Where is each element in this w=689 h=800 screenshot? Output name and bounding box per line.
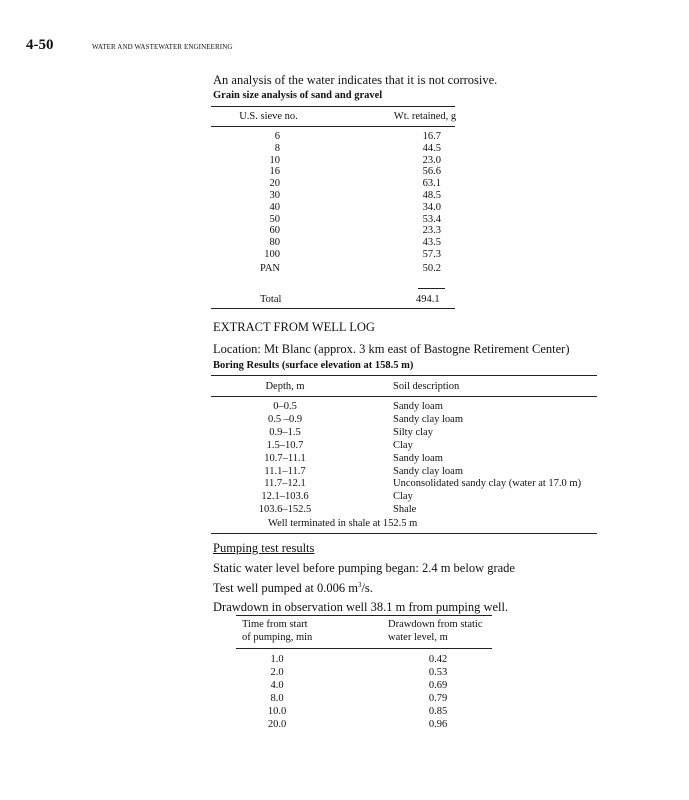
drawdown-level-cell: 0.42: [428, 654, 448, 665]
drawdown-level-cell: 0.69: [428, 680, 448, 691]
boring-soil-cell: Clay: [393, 439, 413, 451]
boring-depth-cell: 12.1–103.6: [261, 491, 309, 503]
boring-soil-cell: Sandy loam: [393, 401, 443, 412]
grain-total-value: 494.1: [416, 294, 440, 305]
boring-soil-cell: Clay: [393, 491, 413, 503]
grain-sieve-cell: 16: [269, 166, 280, 178]
well-log-heading: EXTRACT FROM WELL LOG: [213, 320, 375, 334]
boring-col-depth-header: Depth, m: [265, 381, 305, 392]
observation-text: Drawdown in observation well 38.1 m from pumping well.: [213, 600, 509, 614]
boring-soil-cell: Shale: [393, 504, 417, 516]
grain-sieve-cell: 60: [269, 225, 280, 237]
drawdown-level-cell: 0.85: [428, 706, 448, 717]
grain-col-sieve-header: U.S. sieve no.: [239, 111, 298, 122]
intro-text: An analysis of the water indicates that it is not corrosive.: [213, 73, 498, 87]
boring-depth-cell: 0.9–1.5: [269, 426, 301, 438]
boring-soil-cell: Sandy clay loam: [393, 413, 463, 425]
grain-weight-cell: 53.4: [422, 213, 441, 225]
grain-weight-cell: 23.0: [422, 154, 441, 166]
grain-sieve-cell: PAN: [259, 262, 280, 274]
boring-soil-cell: Silty clay: [393, 426, 433, 438]
boring-depth-cell: 0–0.5: [273, 401, 297, 412]
boring-table-header-rule: [211, 396, 597, 397]
page-number: 4-50: [26, 37, 54, 53]
boring-table-top-rule: [211, 375, 597, 376]
grain-weight-cell: 44.5: [422, 142, 441, 154]
grain-sieve-cell: 8: [274, 142, 280, 154]
drawdown-table-header-rule: [236, 648, 492, 649]
grain-sum-rule: [418, 288, 445, 289]
well-log-location: Location: Mt Blanc (approx. 3 km east of Bastogne Retirement Center): [213, 342, 570, 356]
grain-table-caption: Grain size analysis of sand and gravel: [213, 90, 383, 101]
drawdown-col-level-header-line1: Drawdown from static: [388, 619, 483, 630]
boring-depth-cell: 0.5 –0.9: [267, 413, 303, 425]
grain-sieve-cell: 80: [269, 237, 280, 249]
boring-depth-cell: 11.7–12.1: [264, 478, 306, 490]
boring-soil-cell: Sandy clay loam: [393, 465, 463, 477]
grain-sieve-cell: 30: [269, 190, 280, 201]
grain-table-bottom-rule: [211, 308, 455, 309]
grain-weight-cell: 23.3: [422, 225, 441, 237]
grain-col-weight-header: Wt. retained, g: [393, 111, 457, 122]
boring-depth-cell: 103.6–152.5: [258, 504, 312, 516]
boring-soil-cell: Unconsolidated sandy clay (water at 17.0 m): [393, 478, 582, 490]
running-title: WATER AND WASTEWATER ENGINEERING: [92, 43, 233, 51]
grain-table-top-rule: [211, 106, 455, 107]
grain-table-header-rule: [211, 126, 455, 127]
grain-weight-cell: 56.6: [422, 166, 441, 178]
pumping-heading: Pumping test results: [213, 541, 315, 555]
grain-sieve-cell: 10: [269, 154, 280, 166]
grain-sieve-cell: 20: [269, 178, 280, 190]
pump-rate-prefix: Test well pumped at 0.006 m: [213, 581, 358, 595]
grain-weight-cell: 48.5: [422, 190, 441, 201]
drawdown-time-cell: 2.0: [270, 667, 284, 678]
pump-rate-text: [213, 581, 373, 596]
drawdown-time-cell: 20.0: [267, 719, 287, 730]
drawdown-level-cell: 0.53: [428, 667, 448, 678]
pump-rate-suffix: /s.: [361, 581, 373, 595]
grain-total-label: Total: [260, 294, 282, 305]
boring-depth-cell: 11.1–11.7: [264, 465, 306, 477]
boring-soil-cell: Sandy loam: [393, 452, 443, 464]
grain-weight-cell: 43.5: [422, 237, 441, 249]
boring-footnote: Well terminated in shale at 152.5 m: [268, 518, 418, 529]
grain-sieve-cell: 6: [274, 131, 280, 142]
drawdown-time-cell: 8.0: [270, 693, 284, 704]
drawdown-level-cell: 0.96: [428, 719, 448, 730]
grain-weight-cell: 57.3: [422, 249, 441, 260]
boring-col-soil-header: Soil description: [393, 381, 460, 392]
grain-sieve-cell: 40: [269, 201, 280, 213]
drawdown-col-time-header-line2: of pumping, min: [242, 632, 313, 643]
drawdown-table-top-rule: [236, 615, 492, 616]
grain-weight-cell: 50.2: [422, 262, 441, 274]
boring-results-caption: Boring Results (surface elevation at 158.5 m): [213, 360, 414, 371]
drawdown-level-cell: 0.79: [428, 693, 448, 704]
pump-rate-superscript: 3: [357, 580, 362, 589]
drawdown-time-cell: 10.0: [267, 706, 287, 717]
boring-depth-cell: 1.5–10.7: [266, 439, 304, 451]
boring-depth-cell: 10.7–11.1: [264, 452, 306, 464]
grain-sieve-cell: 100: [264, 249, 280, 260]
static-level-text: Static water level before pumping began: 2.4 m below grade: [213, 561, 515, 575]
grain-weight-cell: 63.1: [422, 178, 441, 190]
drawdown-col-time-header-line1: Time from start: [242, 619, 308, 630]
boring-table-bottom-rule: [211, 533, 597, 534]
drawdown-time-cell: 1.0: [270, 654, 284, 665]
grain-weight-cell: 16.7: [422, 131, 441, 142]
drawdown-time-cell: 4.0: [270, 680, 284, 691]
grain-weight-cell: 34.0: [422, 201, 441, 213]
grain-sieve-cell: 50: [269, 213, 280, 225]
drawdown-col-level-header-line2: water level, m: [388, 632, 448, 643]
